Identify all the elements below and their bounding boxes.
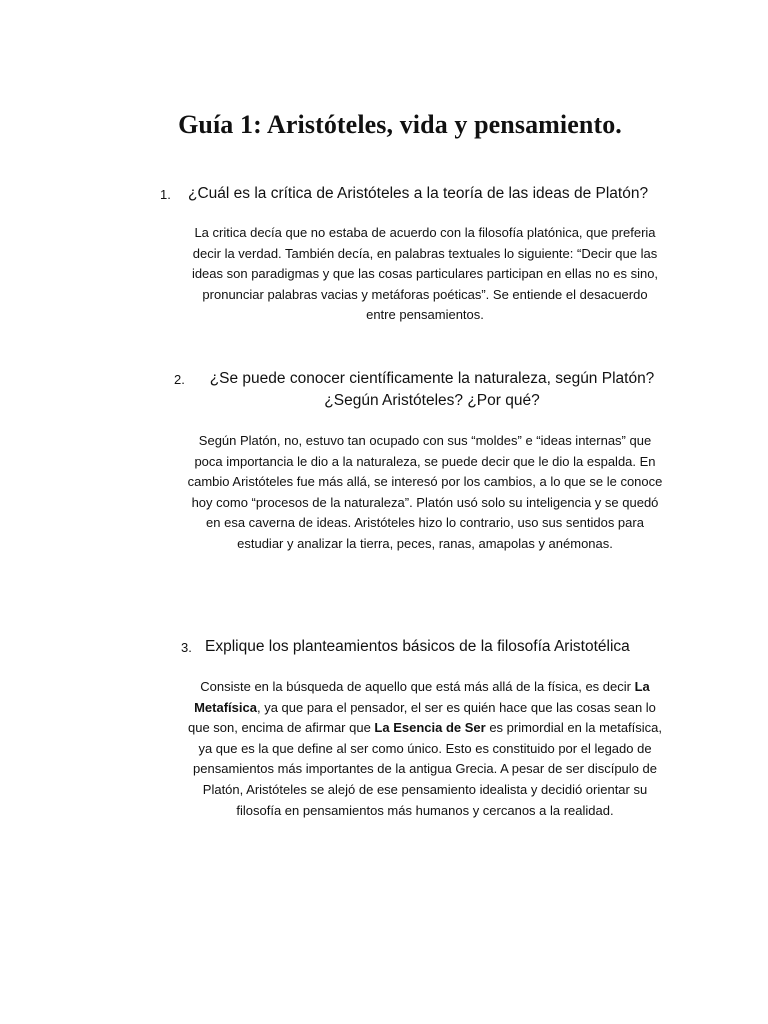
question-number: 3. (181, 640, 192, 655)
question-3 (181, 636, 701, 658)
question-2 (160, 368, 680, 412)
answer-text: Consiste en la búsqueda de aquello que está más allá de la física, es decir (200, 679, 635, 694)
answer-bold-term: La Esencia de Ser (374, 720, 486, 736)
answer-text: , ya que para el pensador, el ser es quién hace que las cosas sean lo que son, encima de afirmar que (187, 699, 656, 736)
question-number: 1. (160, 187, 171, 202)
question-text: Explique los planteamientos básicos de la filosofía Aristotélica (205, 638, 630, 655)
answer-text: es primordial en la metafísica, ya que es la que define al ser como único. Esto es constituido por el legado de pensamientos más importantes de la antigua Grecia. A pesar de ser discípulo de Platón, Aristóteles se alejó de ese pensamiento idealista y decidió orientar su filosofía en pensamientos más humanos y cercanos a la realidad. (193, 720, 662, 818)
question-number: 2. (174, 372, 185, 387)
question-text: ¿Cuál es la crítica de Aristóteles a la teoría de las ideas de Platón? (188, 185, 649, 202)
question-1 (160, 183, 680, 205)
answer-1: La critica decía que no estaba de acuerdo con la filosofía platónica, que preferia decir la verdad. También decía, en palabras textuales lo siguiente: “Decir que las ideas son paradigmas y que las cosas particulares participan en ellas no es sino, pronunciar palabras vacias y metáforas poéticas”. Se entiende el desacuerdo entre pensamientos. (191, 225, 659, 323)
page-title: Guía 1: Aristóteles, vida y pensamiento. (178, 110, 622, 139)
answer-3 (183, 677, 667, 821)
question-text: ¿Se puede conocer científicamente la naturaleza, según Platón? ¿Según Aristóteles? ¿Por qué? (209, 370, 655, 409)
answer-bold-term: La Metafísica (194, 679, 650, 715)
answer-2: Según Platón, no, estuvo tan ocupado con sus “moldes” e “ideas internas” que poca importancia le dio a la naturaleza, se puede decir que le dio la espalda. En cambio Aristóteles fue más allá, se interesó por los cambios, a lo que se le conoce hoy como “procesos de la naturaleza”. Platón usó solo su inteligencia y se quedó en esa caverna de ideas. Aristóteles hizo lo contrario, uso sus sentidos para estudiar y analizar la tierra, peces, ranas, amapolas y anémonas. (187, 433, 663, 551)
